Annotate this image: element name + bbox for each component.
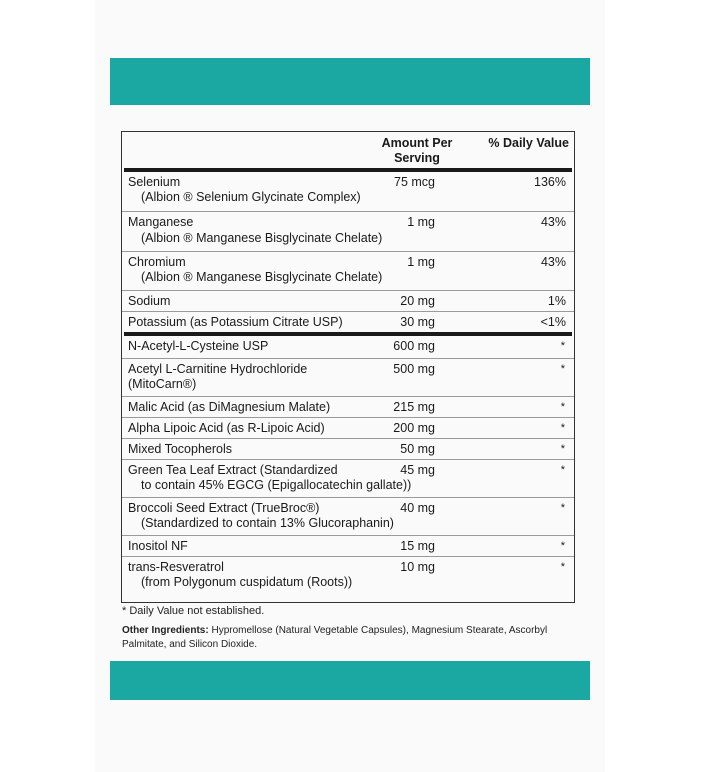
nutrient-name: Manganese [128, 215, 194, 229]
nutrient-amount: 20 mg [400, 294, 435, 308]
ingredient-name: Malic Acid (as DiMagnesium Malate) [128, 400, 331, 414]
nutrient-dv: 1% [547, 294, 566, 308]
ingredient-amount: 200 mg [393, 421, 435, 435]
daily-value-footnote: * Daily Value not established. [122, 605, 265, 617]
ingredient-name: Green Tea Leaf Extract (Standardized [128, 463, 338, 477]
table-row [122, 358, 574, 396]
table-row [122, 535, 574, 556]
supplement-facts-table [121, 131, 575, 603]
ingredient-name: Acetyl L-Carnitine Hydrochloride [128, 362, 308, 376]
ingredient-name: Broccoli Seed Extract (TrueBroc®) [128, 501, 320, 515]
ingredient-dv: * [560, 502, 565, 514]
table-row [122, 311, 574, 332]
nutrient-dv: 43% [540, 255, 566, 269]
ingredient-dv: * [560, 363, 565, 375]
ingredient-dv: * [560, 443, 565, 455]
nutrient-name: Sodium [128, 294, 171, 308]
ingredient-amount: 215 mg [393, 400, 435, 414]
table-header [122, 132, 574, 168]
ingredient-dv: * [560, 561, 565, 573]
nutrient-amount: 1 mg [407, 255, 435, 269]
other-ingredients-text: Hypromellose (Natural Vegetable Capsules), Magnesium Stearate, Ascorbyl Palmitate, and Silicon Dioxide. [122, 625, 548, 650]
nutrient-source: (Albion ® Manganese Bisglycinate Chelate) [141, 231, 383, 245]
nutrient-source: (Albion ® Manganese Bisglycinate Chelate) [141, 270, 383, 284]
ingredient-amount: 500 mg [393, 362, 435, 376]
ingredient-source: to contain 45% EGCG (Epigallocatechin gallate)) [141, 478, 412, 492]
ingredient-dv: * [560, 540, 565, 552]
ingredient-amount: 15 mg [400, 539, 435, 553]
ingredient-name: trans-Resveratrol [128, 560, 224, 574]
ingredient-dv: * [560, 401, 565, 413]
table-row [122, 497, 574, 535]
ingredient-source: (Standardized to contain 13% Glucoraphanin) [141, 516, 394, 530]
ingredient-name: Alpha Lipoic Acid (as R-Lipoic Acid) [128, 421, 325, 435]
ingredient-source: (MitoCarn®) [128, 377, 197, 391]
ingredient-amount: 40 mg [400, 501, 435, 515]
top-color-band [110, 58, 590, 105]
ingredient-amount: 45 mg [400, 463, 435, 477]
other-ingredients-label: Other Ingredients: [122, 625, 209, 636]
amount-per-serving-header: Amount Per Serving [381, 136, 453, 165]
table-row [122, 336, 574, 358]
nutrient-name: Selenium [128, 175, 181, 189]
ingredient-dv: * [560, 340, 565, 352]
ingredient-amount: 50 mg [400, 442, 435, 456]
ingredient-amount: 600 mg [393, 339, 435, 353]
nutrient-name: Chromium [128, 255, 186, 269]
ingredient-dv: * [560, 464, 565, 476]
table-row [122, 396, 574, 417]
table-row [122, 290, 574, 311]
nutrient-amount: 30 mg [400, 315, 435, 329]
ingredient-amount: 10 mg [400, 560, 435, 574]
nutrient-amount: 1 mg [407, 215, 435, 229]
ingredient-dv: * [560, 422, 565, 434]
table-row [122, 438, 574, 459]
table-row [122, 459, 574, 497]
table-row [122, 556, 574, 594]
table-row [122, 417, 574, 438]
nutrient-dv: 43% [540, 215, 566, 229]
daily-value-header: % Daily Value [488, 136, 569, 150]
table-row [122, 211, 574, 251]
nutrient-source: (Albion ® Selenium Glycinate Complex) [141, 190, 361, 204]
ingredient-name: N-Acetyl-L-Cysteine USP [128, 339, 269, 353]
table-row [122, 172, 574, 211]
nutrient-dv: 136% [534, 175, 566, 189]
ingredient-name: Mixed Tocopherols [128, 442, 232, 456]
nutrient-amount: 75 mcg [394, 175, 435, 189]
nutrient-name: Potassium (as Potassium Citrate USP) [128, 315, 343, 329]
table-row [122, 251, 574, 290]
nutrient-dv: <1% [540, 315, 566, 329]
bottom-color-band [110, 661, 590, 700]
ingredient-source: (from Polygonum cuspidatum (Roots)) [141, 575, 353, 589]
other-ingredients [122, 624, 592, 652]
ingredient-name: Inositol NF [128, 539, 188, 553]
